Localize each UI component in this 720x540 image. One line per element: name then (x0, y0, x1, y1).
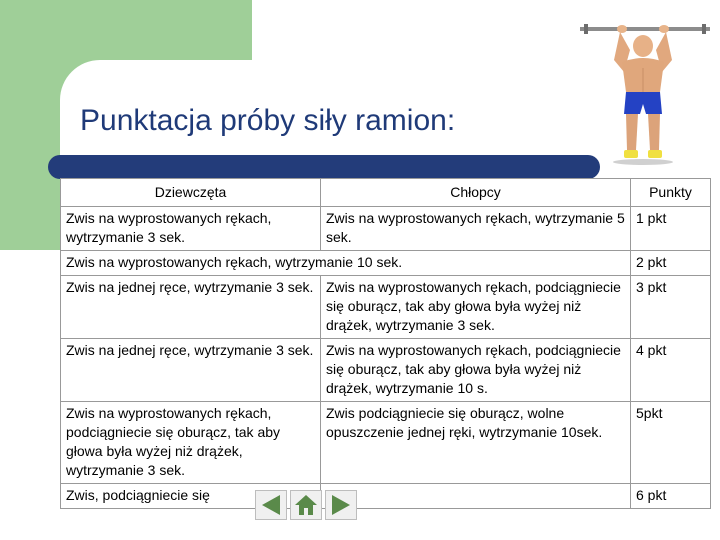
cell-boys: Zwis na wyprostowanych rękach, podciągniecie się oburącz, tak aby głowa była wyżej niż drążek, wytrzymanie 3 sek. (321, 276, 631, 339)
table-row (61, 251, 711, 276)
cell-girls: Zwis na wyprostowanych rękach, wytrzymanie 3 sek. (61, 207, 321, 251)
scoring-table (60, 178, 711, 509)
table-row (61, 402, 711, 484)
cell-points: 4 pkt (631, 339, 711, 402)
forward-button[interactable] (325, 490, 357, 520)
table-row (61, 276, 711, 339)
header-girls: Dziewczęta (61, 179, 321, 207)
cell-girls: Zwis na jednej ręce, wytrzymanie 3 sek. (61, 276, 321, 339)
slide-title: Punktacja próby siły ramion: (80, 104, 456, 137)
cell-points: 5pkt (631, 402, 711, 484)
table-header-row (61, 179, 711, 207)
back-button[interactable] (255, 490, 287, 520)
strongman-pullup-figure (580, 10, 710, 170)
header-boys: Chłopcy (321, 179, 631, 207)
cell-girls: Zwis na wyprostowanych rękach, podciągniecie się oburącz, tak aby głowa była wyżej niż drążek, wytrzymanie 3 sek. (61, 402, 321, 484)
cell-girls: Zwis, podciągniecie się (61, 484, 321, 509)
table-row (61, 207, 711, 251)
table-row (61, 484, 711, 509)
back-arrow-icon (256, 491, 286, 519)
cell-boys (321, 484, 631, 509)
cell-points: 1 pkt (631, 207, 711, 251)
cell-points: 3 pkt (631, 276, 711, 339)
table-row (61, 339, 711, 402)
header-points: Punkty (631, 179, 711, 207)
cell-boys: Zwis podciągniecie się oburącz, wolne opuszczenie jednej ręki, wytrzymanie 10sek. (321, 402, 631, 484)
cell-points: 6 pkt (631, 484, 711, 509)
cell-boys: Zwis na wyprostowanych rękach, wytrzymanie 5 sek. (321, 207, 631, 251)
home-button[interactable] (290, 490, 322, 520)
cell-boys: Zwis na wyprostowanych rękach, podciągniecie się oburącz, tak aby głowa była wyżej niż drążek, wytrzymanie 10 s. (321, 339, 631, 402)
cell-girls: Zwis na jednej ręce, wytrzymanie 3 sek. (61, 339, 321, 402)
cell-both: Zwis na wyprostowanych rękach, wytrzymanie 10 sek. (61, 251, 631, 276)
title-underline-bar (48, 155, 600, 179)
home-icon (291, 491, 321, 519)
cell-points: 2 pkt (631, 251, 711, 276)
forward-arrow-icon (326, 491, 356, 519)
